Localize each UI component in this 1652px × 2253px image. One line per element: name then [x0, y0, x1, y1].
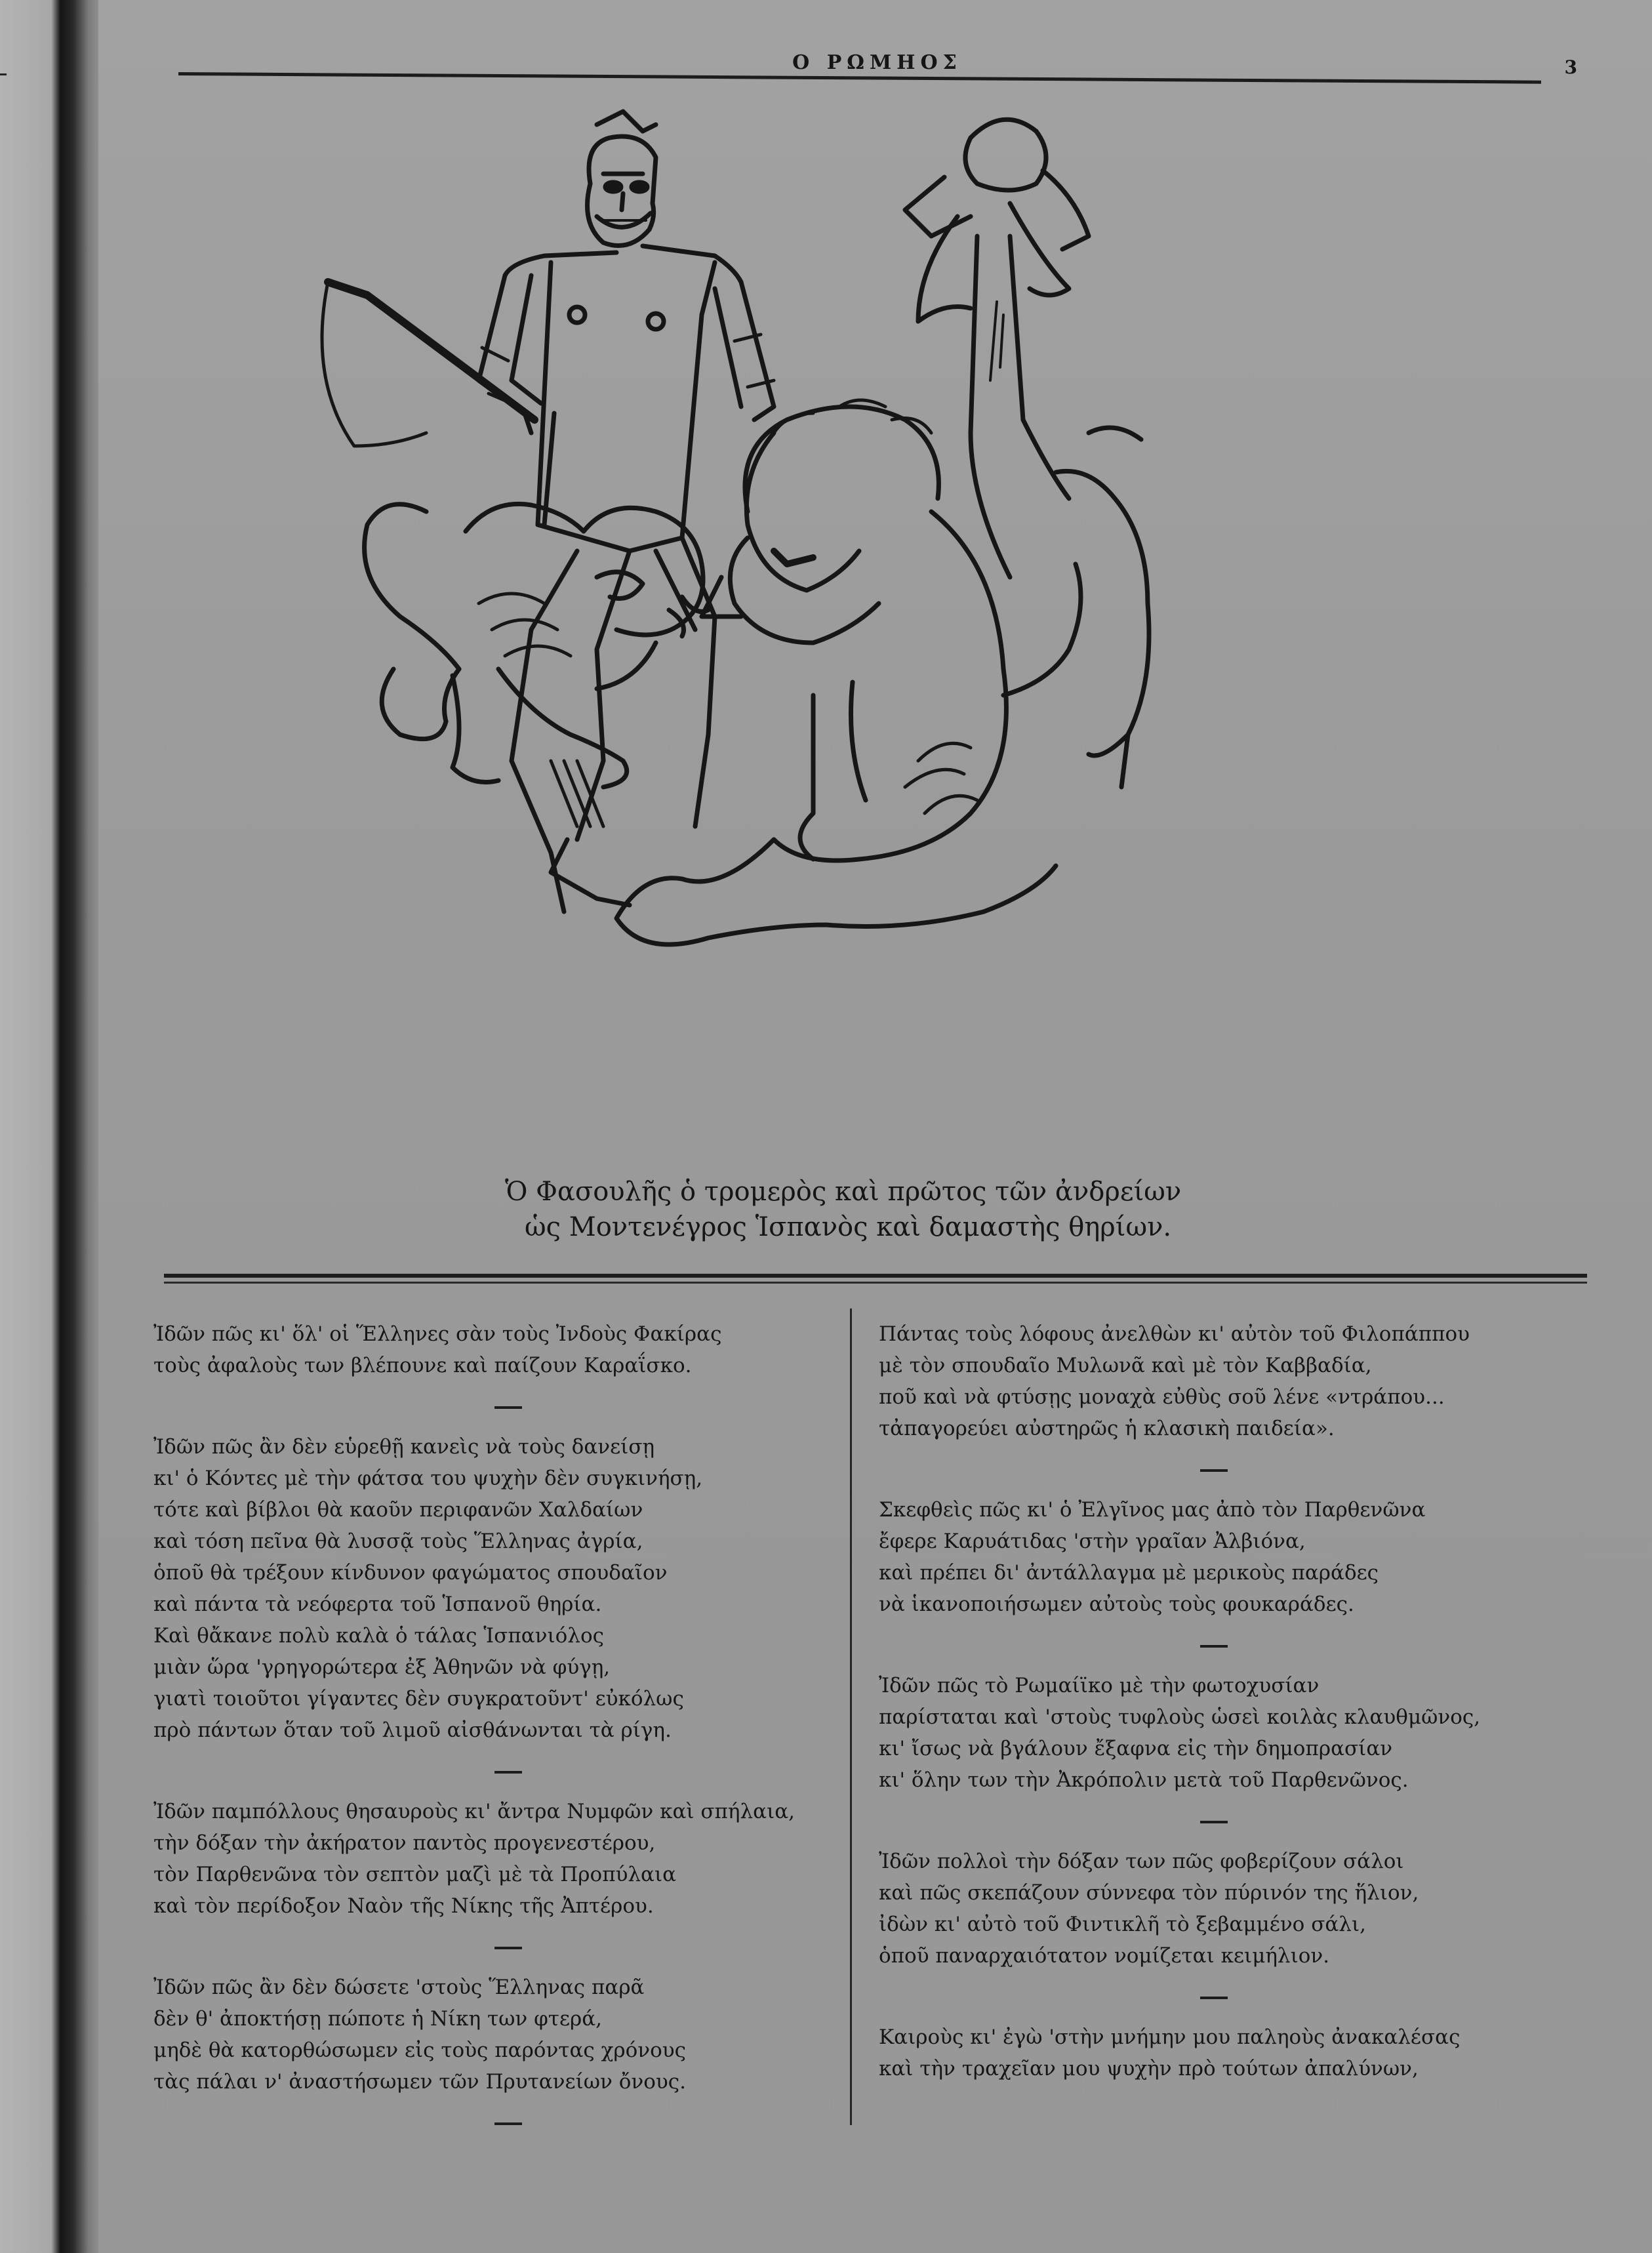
verse-line: παρίσταται καὶ 'στοὺς τυφλοὺς ὡσεὶ κοιλὰς κλαυθμῶνος,	[879, 1705, 1481, 1729]
verse-line: Καιροὺς κι' ἐγὼ 'στὴν μνήμην μου παληοὺς ἀνακαλέσας	[879, 2025, 1461, 2049]
verse-line: καὶ πάντα τὰ νεόφερτα τοῦ Ἱσπανοῦ θηρία.	[153, 1593, 602, 1616]
stanza	[153, 1972, 836, 2098]
verse-line: καὶ τὸν περίδοξον Ναὸν τῆς Νίκης τῆς Ἀπτέρου.	[153, 1894, 654, 1918]
verse-line: μιὰν ὥρα 'γρηγορώτερα ἐξ Ἀθηνῶν νὰ φύγῃ,	[153, 1655, 611, 1679]
verse-line: τότε καὶ βίβλοι θὰ καοῦν περιφανῶν Χαλδαίων	[153, 1498, 643, 1522]
stanza	[879, 2021, 1581, 2084]
verse-line: κι' ὁ Κόντες μὲ τὴν φάτσα του ψυχὴν δὲν συγκινήσῃ,	[153, 1467, 703, 1490]
stanza-separator	[1200, 1469, 1228, 1472]
verse-line: πρὸ πάντων ὅταν τοῦ λιμοῦ αἰσθάνωνται τὰ ρίγη.	[153, 1718, 672, 1742]
stanza-separator	[494, 1406, 522, 1409]
verse-line: καὶ πῶς σκεπάζουν σύννεφα τὸν πύρινόν της ἥλιον,	[879, 1881, 1419, 1905]
verse-line: κι' ὅλην των τὴν Ἀκρόπολιν μετὰ τοῦ Παρθενῶνος.	[879, 1768, 1409, 1792]
verse-line: Ἰδῶν πῶς ἂν δὲν δώσετε 'στοὺς Ἕλληνας παρᾶ	[153, 1976, 645, 1999]
stanza	[879, 1318, 1581, 1444]
stanza-separator	[1200, 1821, 1228, 1823]
left-text-column	[153, 1318, 836, 2147]
masthead-title: Ο ΡΩΜΗΟΣ	[792, 51, 962, 74]
fasoulis-figure	[479, 112, 774, 912]
verse-line: τὸν Παρθενῶνα τὸν σεπτὸν μαζὶ μὲ τὰ Προπύλαια	[153, 1863, 677, 1886]
section-rule-thin	[164, 1282, 1587, 1284]
verse-line: ὁποῦ παναρχαιότατον νομίζεται κειμήλιον.	[879, 1944, 1330, 1968]
cartoon-illustration	[315, 105, 1364, 1167]
verse-line: δὲν θ' ἀποκτήσῃ πώποτε ἡ Νίκη των φτερά,	[153, 2007, 603, 2031]
verse-line: ποῦ καὶ νὰ φτύσῃς μοναχὰ εὐθὺς σοῦ λένε «ντράπου...	[879, 1385, 1445, 1409]
verse-line: καὶ πρέπει δι' ἀντάλλαγμα μὲ μερικοὺς παράδες	[879, 1561, 1379, 1585]
stanza-separator	[494, 2122, 522, 2125]
left-page-edge-mark	[0, 73, 7, 75]
stanza	[879, 1494, 1581, 1620]
verse-line: Ἰδῶν πῶς τὸ Ρωμαίϊκο μὲ τὴν φωτοχυσίαν	[879, 1674, 1320, 1697]
stanza	[879, 1670, 1581, 1796]
verse-line: Ἰδῶν πῶς κι' ὅλ' οἱ Ἕλληνες σὰν τοὺς Ἰνδοὺς Φακίρας	[153, 1322, 722, 1346]
verse-line: τὴν δόξαν τὴν ἀκήρατον παντὸς προγενεστέρου,	[153, 1831, 656, 1855]
verse-line: Ἰδῶν πολλοὶ τὴν δόξαν των πῶς φοβερίζουν σάλοι	[879, 1850, 1404, 1873]
verse-line: Καὶ θἄκανε πολὺ καλὰ ὁ τάλας Ἱσπανιόλος	[153, 1624, 604, 1648]
stanza	[879, 1846, 1581, 1972]
stanza	[153, 1431, 836, 1746]
section-rule-thick	[164, 1274, 1587, 1278]
verse-line: Σκεφθεὶς πῶς κι' ὁ Ἐλγῖνος μας ἀπὸ τὸν Παρθενῶνα	[879, 1498, 1426, 1522]
verse-line: ὁποῦ θὰ τρέξουν κίνδυνον φαγώματος σπουδαῖον	[153, 1561, 668, 1585]
verse-line: τοὺς ἀφαλοὺς των βλέπουνε καὶ παίζουν Καραΐσκο.	[153, 1354, 692, 1377]
right-text-column	[879, 1318, 1581, 2084]
caption-line-2: ὡς Μοντενέγρος Ἱσπανὸς καὶ δαμαστὴς θηρίων.	[525, 1212, 1172, 1242]
illustration-caption	[505, 1174, 1292, 1245]
verse-line: μὲ τὸν σπουδαῖο Μυλωνᾶ καὶ μὲ τὸν Καββαδία,	[879, 1354, 1372, 1377]
column-divider	[850, 1309, 852, 2125]
verse-line: Πάντας τοὺς λόφους ἀνελθὼν κι' αὐτὸν τοῦ Φιλοπάππου	[879, 1322, 1470, 1346]
verse-line: καὶ τὴν τραχεῖαν μου ψυχὴν πρὸ τούτων ἀπαλύνων,	[879, 2057, 1419, 2080]
stanza-separator	[494, 1947, 522, 1949]
verse-line: κι' ἴσως νὰ βγάλουν ἔξαφνα εἰς τὴν δημοπρασίαν	[879, 1737, 1393, 1760]
stanza-separator	[1200, 1645, 1228, 1648]
verse-line: ἔφερε Καρυάτιδας 'στὴν γραῖαν Ἀλβιόνα,	[879, 1530, 1306, 1553]
stanza-separator	[1200, 1997, 1228, 1999]
verse-line: μηδὲ θὰ κατορθώσωμεν εἰς τοὺς παρόντας χρόνους	[153, 2039, 686, 2062]
stanza-separator	[494, 1771, 522, 1774]
verse-line: καὶ τόση πεῖνα θὰ λυσσᾷ τοὺς Ἕλληνας ἀγρία,	[153, 1530, 643, 1553]
verse-line: ἰδὼν κι' αὐτὸ τοῦ Φιντικλῆ τὸ ξεβαμμένο σάλι,	[879, 1913, 1366, 1936]
caption-line-1: Ὁ Φασουλῆς ὁ τρομερὸς καὶ πρῶτος τῶν ἀνδρείων	[505, 1177, 1182, 1207]
stanza	[153, 1318, 836, 1381]
verse-line: νὰ ἱκανοποιήσωμεν αὐτοὺς τοὺς φουκαράδες.	[879, 1593, 1354, 1616]
verse-line: Ἰδῶν πῶς ἂν δὲν εὑρεθῇ κανεὶς νὰ τοὺς δανείσῃ	[153, 1435, 655, 1459]
whip	[322, 282, 534, 446]
verse-line: γιατὶ τοιοῦτοι γίγαντες δὲν συγκρατοῦντ' εὐκόλως	[153, 1687, 684, 1711]
verse-line: τἀπαγορεύει αὐστηρῶς ἡ κλασικὴ παιδεία».	[879, 1417, 1335, 1440]
page-number: 3	[1564, 56, 1577, 78]
verse-line: τὰς πάλαι ν' ἀναστήσωμεν τῶν Πρυτανείων ὄνους.	[153, 2070, 686, 2094]
verse-line: Ἰδῶν παμπόλλους θησαυροὺς κι' ἄντρα Νυμφῶν καὶ σπήλαια,	[153, 1800, 796, 1823]
book-gutter	[0, 0, 98, 2253]
newspaper-page	[98, 0, 1652, 2253]
stanza	[153, 1796, 836, 1922]
